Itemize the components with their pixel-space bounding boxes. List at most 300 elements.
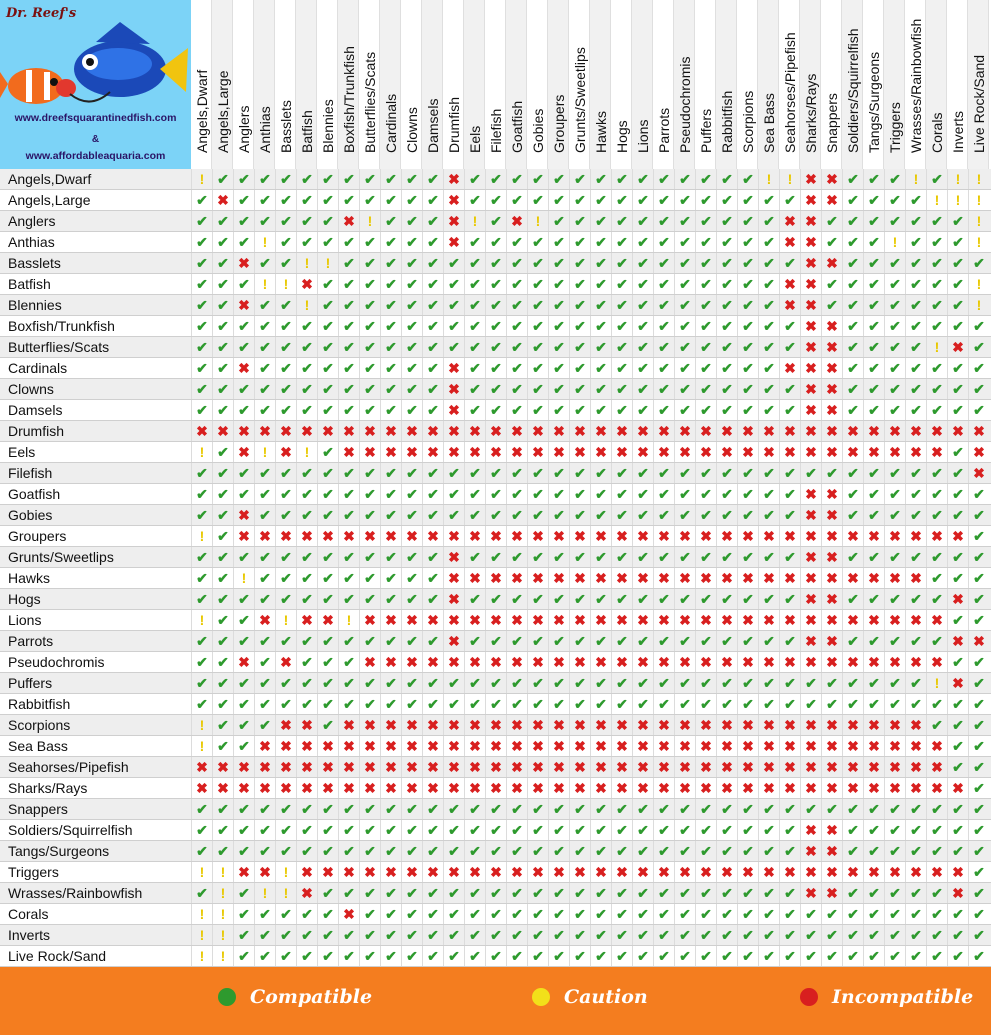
compatible-check-icon: ✔: [338, 232, 359, 252]
compatible-check-icon: ✔: [359, 337, 380, 357]
incompatible-x-icon: ✖: [380, 421, 401, 441]
compatible-check-icon: ✔: [359, 568, 380, 588]
compatible-check-icon: ✔: [926, 295, 947, 315]
compatible-check-icon: ✔: [422, 295, 443, 315]
compatible-check-icon: ✔: [758, 190, 779, 210]
compatible-check-icon: ✔: [464, 316, 485, 336]
compatible-check-icon: ✔: [380, 274, 401, 294]
compatible-check-icon: ✔: [212, 505, 233, 525]
incompatible-x-icon: ✖: [758, 421, 779, 441]
incompatible-x-icon: ✖: [296, 778, 317, 798]
compatible-check-icon: ✔: [842, 946, 863, 966]
compatible-check-icon: ✔: [884, 904, 905, 924]
incompatible-x-icon: ✖: [380, 736, 401, 756]
incompatible-x-icon: ✖: [821, 547, 842, 567]
compatible-check-icon: ✔: [611, 274, 632, 294]
compatible-check-icon: ✔: [590, 694, 611, 714]
incompatible-x-icon: ✖: [506, 757, 527, 777]
compatible-check-icon: ✔: [632, 925, 653, 945]
column-header-label: Grunts/Sweetlips: [572, 47, 588, 153]
compatible-check-icon: ✔: [863, 505, 884, 525]
incompatible-x-icon: ✖: [422, 421, 443, 441]
incompatible-x-icon: ✖: [779, 211, 800, 231]
incompatible-x-icon: ✖: [842, 715, 863, 735]
compatible-check-icon: ✔: [191, 505, 212, 525]
caution-exclamation-icon: !: [296, 295, 317, 315]
compatible-check-icon: ✔: [926, 358, 947, 378]
compatible-check-icon: ✔: [464, 169, 485, 189]
column-header: [695, 0, 716, 169]
compatible-check-icon: ✔: [842, 820, 863, 840]
compatible-check-icon: ✔: [422, 673, 443, 693]
compatible-check-icon: ✔: [779, 925, 800, 945]
compatible-check-icon: ✔: [212, 463, 233, 483]
compatible-check-icon: ✔: [443, 295, 464, 315]
compatible-check-icon: ✔: [548, 190, 569, 210]
compatible-check-icon: ✔: [968, 589, 989, 609]
compatible-check-icon: ✔: [233, 925, 254, 945]
compatible-check-icon: ✔: [905, 379, 926, 399]
compatible-check-icon: ✔: [275, 253, 296, 273]
incompatible-x-icon: ✖: [548, 610, 569, 630]
column-header-label: Basslets: [278, 100, 294, 153]
compatible-check-icon: ✔: [443, 799, 464, 819]
incompatible-x-icon: ✖: [926, 421, 947, 441]
compatible-check-icon: ✔: [254, 799, 275, 819]
compatible-check-icon: ✔: [968, 337, 989, 357]
column-header-label: Eels: [467, 125, 483, 153]
compatible-check-icon: ✔: [380, 169, 401, 189]
row-label: Grunts/Sweetlips: [8, 549, 114, 565]
compatible-check-icon: ✔: [926, 568, 947, 588]
compatible-check-icon: ✔: [317, 904, 338, 924]
compatible-check-icon: ✔: [485, 820, 506, 840]
incompatible-x-icon: ✖: [779, 232, 800, 252]
compatible-check-icon: ✔: [338, 799, 359, 819]
compatible-check-icon: ✔: [716, 946, 737, 966]
compatible-check-icon: ✔: [569, 190, 590, 210]
incompatible-x-icon: ✖: [590, 736, 611, 756]
compatible-check-icon: ✔: [863, 316, 884, 336]
compatible-check-icon: ✔: [590, 904, 611, 924]
compatible-check-icon: ✔: [317, 484, 338, 504]
compatible-check-icon: ✔: [611, 379, 632, 399]
incompatible-x-icon: ✖: [212, 421, 233, 441]
compatible-check-icon: ✔: [863, 694, 884, 714]
incompatible-x-icon: ✖: [233, 652, 254, 672]
compatible-check-icon: ✔: [968, 253, 989, 273]
compatible-check-icon: ✔: [296, 463, 317, 483]
compatible-check-icon: ✔: [212, 547, 233, 567]
incompatible-x-icon: ✖: [674, 442, 695, 462]
column-header: [821, 0, 842, 169]
column-header: [842, 0, 863, 169]
compatible-check-icon: ✔: [737, 400, 758, 420]
incompatible-x-icon: ✖: [695, 568, 716, 588]
compatible-check-icon: ✔: [527, 673, 548, 693]
compatible-check-icon: ✔: [359, 883, 380, 903]
compatible-check-icon: ✔: [611, 169, 632, 189]
compatible-check-icon: ✔: [401, 358, 422, 378]
compatible-check-icon: ✔: [968, 505, 989, 525]
compatible-check-icon: ✔: [359, 190, 380, 210]
compatible-check-icon: ✔: [212, 841, 233, 861]
incompatible-x-icon: ✖: [800, 778, 821, 798]
incompatible-x-icon: ✖: [653, 778, 674, 798]
compatible-check-icon: ✔: [443, 505, 464, 525]
incompatible-x-icon: ✖: [212, 190, 233, 210]
incompatible-x-icon: ✖: [212, 778, 233, 798]
incompatible-x-icon: ✖: [800, 337, 821, 357]
incompatible-x-icon: ✖: [926, 610, 947, 630]
compatible-check-icon: ✔: [275, 505, 296, 525]
compatible-check-icon: ✔: [611, 694, 632, 714]
compatible-check-icon: ✔: [254, 589, 275, 609]
incompatible-x-icon: ✖: [968, 421, 989, 441]
compatible-check-icon: ✔: [527, 253, 548, 273]
compatible-check-icon: ✔: [716, 337, 737, 357]
incompatible-x-icon: ✖: [800, 190, 821, 210]
incompatible-x-icon: ✖: [422, 610, 443, 630]
incompatible-x-icon: ✖: [800, 232, 821, 252]
incompatible-x-icon: ✖: [800, 652, 821, 672]
compatible-check-icon: ✔: [863, 274, 884, 294]
incompatible-x-icon: ✖: [611, 778, 632, 798]
compatible-check-icon: ✔: [737, 547, 758, 567]
compatible-check-icon: ✔: [212, 715, 233, 735]
compatible-check-icon: ✔: [674, 841, 695, 861]
compatible-check-icon: ✔: [674, 946, 695, 966]
incompatible-x-icon: ✖: [947, 337, 968, 357]
compatible-check-icon: ✔: [317, 463, 338, 483]
fish-logo-illustration: [0, 14, 191, 114]
table-row: [0, 190, 991, 211]
compatible-check-icon: ✔: [506, 316, 527, 336]
compatible-check-icon: ✔: [296, 820, 317, 840]
compatible-check-icon: ✔: [569, 295, 590, 315]
compatible-check-icon: ✔: [674, 358, 695, 378]
compatible-check-icon: ✔: [275, 673, 296, 693]
compatible-check-icon: ✔: [527, 358, 548, 378]
column-header-label: Seahorses/Pipefish: [782, 32, 798, 153]
incompatible-x-icon: ✖: [716, 442, 737, 462]
compatible-check-icon: ✔: [968, 568, 989, 588]
compatible-check-icon: ✔: [380, 799, 401, 819]
compatible-check-icon: ✔: [422, 400, 443, 420]
incompatible-x-icon: ✖: [821, 757, 842, 777]
incompatible-x-icon: ✖: [296, 883, 317, 903]
compatible-check-icon: ✔: [254, 694, 275, 714]
incompatible-x-icon: ✖: [674, 862, 695, 882]
incompatible-x-icon: ✖: [695, 757, 716, 777]
compatible-check-icon: ✔: [905, 925, 926, 945]
incompatible-x-icon: ✖: [821, 526, 842, 546]
incompatible-x-icon: ✖: [821, 316, 842, 336]
incompatible-x-icon: ✖: [821, 736, 842, 756]
compatible-check-icon: ✔: [506, 169, 527, 189]
incompatible-x-icon: ✖: [590, 610, 611, 630]
compatible-check-icon: ✔: [863, 253, 884, 273]
compatible-check-icon: ✔: [464, 484, 485, 504]
compatible-check-icon: ✔: [338, 274, 359, 294]
compatible-check-icon: ✔: [548, 337, 569, 357]
compatible-check-icon: ✔: [884, 274, 905, 294]
compatible-check-icon: ✔: [884, 631, 905, 651]
incompatible-x-icon: ✖: [674, 526, 695, 546]
incompatible-x-icon: ✖: [800, 421, 821, 441]
incompatible-x-icon: ✖: [632, 778, 653, 798]
compatible-check-icon: ✔: [548, 505, 569, 525]
compatible-check-icon: ✔: [254, 337, 275, 357]
compatible-check-icon: ✔: [653, 400, 674, 420]
compatible-check-icon: ✔: [527, 463, 548, 483]
compatible-check-icon: ✔: [884, 337, 905, 357]
incompatible-x-icon: ✖: [821, 715, 842, 735]
compatible-check-icon: ✔: [464, 820, 485, 840]
row-label: Clowns: [8, 381, 54, 397]
incompatible-x-icon: ✖: [464, 736, 485, 756]
caution-exclamation-icon: !: [947, 169, 968, 189]
compatible-check-icon: ✔: [485, 505, 506, 525]
incompatible-x-icon: ✖: [695, 715, 716, 735]
compatible-check-icon: ✔: [464, 379, 485, 399]
row-label: Anthias: [8, 234, 55, 250]
incompatible-x-icon: ✖: [695, 610, 716, 630]
compatible-check-icon: ✔: [422, 463, 443, 483]
compatible-check-icon: ✔: [233, 883, 254, 903]
row-label: Triggers: [8, 864, 59, 880]
compatible-check-icon: ✔: [884, 484, 905, 504]
caution-exclamation-icon: !: [275, 883, 296, 903]
compatible-check-icon: ✔: [506, 190, 527, 210]
compatible-check-icon: ✔: [296, 694, 317, 714]
compatible-check-icon: ✔: [716, 274, 737, 294]
incompatible-x-icon: ✖: [548, 736, 569, 756]
compatible-check-icon: ✔: [926, 379, 947, 399]
compatible-check-icon: ✔: [695, 631, 716, 651]
compatible-check-icon: ✔: [569, 400, 590, 420]
website-url-2[interactable]: www.affordableaquaria.com: [25, 150, 166, 162]
column-header-label: Angels,Large: [215, 70, 231, 153]
compatible-check-icon: ✔: [632, 337, 653, 357]
compatible-check-icon: ✔: [947, 295, 968, 315]
incompatible-x-icon: ✖: [821, 190, 842, 210]
compatible-check-icon: ✔: [863, 673, 884, 693]
compatible-check-icon: ✔: [842, 883, 863, 903]
compatible-check-icon: ✔: [317, 295, 338, 315]
compatible-check-icon: ✔: [317, 211, 338, 231]
incompatible-x-icon: ✖: [947, 673, 968, 693]
compatible-check-icon: ✔: [233, 631, 254, 651]
compatible-check-icon: ✔: [926, 715, 947, 735]
incompatible-x-icon: ✖: [800, 547, 821, 567]
row-label: Inverts: [8, 927, 51, 943]
compatible-check-icon: ✔: [842, 841, 863, 861]
compatible-check-icon: ✔: [905, 505, 926, 525]
compatible-check-icon: ✔: [422, 925, 443, 945]
incompatible-x-icon: ✖: [737, 862, 758, 882]
column-header: [485, 0, 506, 169]
incompatible-x-icon: ✖: [212, 757, 233, 777]
table-row: [0, 568, 991, 589]
compatible-check-icon: ✔: [863, 925, 884, 945]
compatible-check-icon: ✔: [548, 274, 569, 294]
column-header-label: Angels,Dwarf: [194, 69, 210, 153]
incompatible-x-icon: ✖: [611, 421, 632, 441]
caution-exclamation-icon: !: [464, 211, 485, 231]
compatible-check-icon: ✔: [401, 631, 422, 651]
compatible-check-icon: ✔: [821, 925, 842, 945]
compatible-check-icon: ✔: [296, 232, 317, 252]
compatible-check-icon: ✔: [464, 274, 485, 294]
incompatible-x-icon: ✖: [821, 862, 842, 882]
compatible-check-icon: ✔: [947, 904, 968, 924]
caution-exclamation-icon: !: [758, 169, 779, 189]
compatible-check-icon: ✔: [548, 925, 569, 945]
compatible-check-icon: ✔: [842, 316, 863, 336]
compatible-check-icon: ✔: [674, 799, 695, 819]
incompatible-x-icon: ✖: [191, 421, 212, 441]
compatible-check-icon: ✔: [926, 925, 947, 945]
compatible-check-icon: ✔: [842, 253, 863, 273]
compatible-check-icon: ✔: [485, 589, 506, 609]
compatible-check-icon: ✔: [611, 190, 632, 210]
row-label: Damsels: [8, 402, 63, 418]
row-label: Angels,Large: [8, 192, 91, 208]
compatible-check-icon: ✔: [443, 316, 464, 336]
caution-exclamation-icon: !: [968, 232, 989, 252]
compatible-check-icon: ✔: [485, 883, 506, 903]
compatible-check-icon: ✔: [317, 946, 338, 966]
compatible-check-icon: ✔: [821, 799, 842, 819]
compatible-check-icon: ✔: [590, 274, 611, 294]
incompatible-x-icon: ✖: [905, 421, 926, 441]
website-url-1[interactable]: www.dreefsquarantinedfish.com: [14, 112, 177, 124]
compatible-check-icon: ✔: [779, 484, 800, 504]
incompatible-x-icon: ✖: [674, 778, 695, 798]
compatible-check-icon: ✔: [653, 946, 674, 966]
compatible-check-icon: ✔: [653, 547, 674, 567]
compatible-check-icon: ✔: [695, 169, 716, 189]
column-header: [863, 0, 884, 169]
incompatible-x-icon: ✖: [380, 862, 401, 882]
compatible-check-icon: ✔: [968, 316, 989, 336]
row-label: Snappers: [8, 801, 68, 817]
compatible-check-icon: ✔: [611, 232, 632, 252]
incompatible-x-icon: ✖: [737, 421, 758, 441]
compatible-check-icon: ✔: [317, 652, 338, 672]
incompatible-x-icon: ✖: [737, 652, 758, 672]
incompatible-x-icon: ✖: [254, 526, 275, 546]
incompatible-x-icon: ✖: [884, 862, 905, 882]
incompatible-x-icon: ✖: [779, 736, 800, 756]
compatible-check-icon: ✔: [338, 820, 359, 840]
compatible-check-icon: ✔: [506, 589, 527, 609]
compatible-check-icon: ✔: [443, 463, 464, 483]
compatible-check-icon: ✔: [695, 841, 716, 861]
compatible-check-icon: ✔: [548, 820, 569, 840]
incompatible-x-icon: ✖: [695, 652, 716, 672]
compatible-check-icon: ✔: [401, 547, 422, 567]
compatible-check-icon: ✔: [695, 820, 716, 840]
compatible-check-icon: ✔: [884, 211, 905, 231]
incompatible-x-icon: ✖: [758, 568, 779, 588]
compatible-check-icon: ✔: [527, 484, 548, 504]
compatible-check-icon: ✔: [716, 253, 737, 273]
compatible-check-icon: ✔: [569, 232, 590, 252]
column-header-label: Goatfish: [509, 100, 525, 153]
compatible-check-icon: ✔: [758, 484, 779, 504]
compatible-check-icon: ✔: [632, 253, 653, 273]
incompatible-x-icon: ✖: [716, 421, 737, 441]
incompatible-x-icon: ✖: [884, 526, 905, 546]
compatible-check-icon: ✔: [968, 673, 989, 693]
compatible-check-icon: ✔: [800, 799, 821, 819]
incompatible-x-icon: ✖: [821, 631, 842, 651]
compatible-check-icon: ✔: [863, 295, 884, 315]
compatible-check-icon: ✔: [716, 799, 737, 819]
compatible-check-icon: ✔: [716, 925, 737, 945]
compatible-check-icon: ✔: [716, 694, 737, 714]
compatible-check-icon: ✔: [821, 463, 842, 483]
compatible-check-icon: ✔: [380, 841, 401, 861]
incompatible-x-icon: ✖: [233, 421, 254, 441]
compatible-check-icon: ✔: [611, 484, 632, 504]
compatible-check-icon: ✔: [758, 946, 779, 966]
compatible-check-icon: ✔: [968, 694, 989, 714]
caution-exclamation-icon: !: [191, 442, 212, 462]
compatible-check-icon: ✔: [485, 799, 506, 819]
compatible-check-icon: ✔: [758, 904, 779, 924]
incompatible-x-icon: ✖: [296, 862, 317, 882]
compatible-check-icon: ✔: [317, 925, 338, 945]
compatible-check-icon: ✔: [422, 694, 443, 714]
incompatible-x-icon: ✖: [569, 421, 590, 441]
incompatible-x-icon: ✖: [443, 652, 464, 672]
compatible-check-icon: ✔: [674, 400, 695, 420]
compatible-check-icon: ✔: [884, 673, 905, 693]
column-header-label: Soldiers/Squirrelfish: [845, 28, 861, 153]
caution-exclamation-icon: !: [968, 169, 989, 189]
compatible-check-icon: ✔: [233, 232, 254, 252]
compatible-check-icon: ✔: [695, 589, 716, 609]
column-header-label: Boxfish/Trunkfish: [341, 46, 357, 153]
table-row: [0, 379, 991, 400]
compatible-check-icon: ✔: [401, 400, 422, 420]
compatible-check-icon: ✔: [737, 589, 758, 609]
compatible-check-icon: ✔: [905, 232, 926, 252]
legend: [0, 967, 991, 1035]
compatible-check-icon: ✔: [422, 337, 443, 357]
compatible-check-icon: ✔: [674, 274, 695, 294]
compatible-check-icon: ✔: [401, 316, 422, 336]
compatible-check-icon: ✔: [611, 211, 632, 231]
row-label: Scorpions: [8, 717, 71, 733]
caution-exclamation-icon: !: [191, 904, 212, 924]
incompatible-x-icon: ✖: [506, 715, 527, 735]
incompatible-x-icon: ✖: [443, 442, 464, 462]
incompatible-x-icon: ✖: [443, 190, 464, 210]
compatible-check-icon: ✔: [317, 631, 338, 651]
compatible-check-icon: ✔: [254, 841, 275, 861]
compatible-check-icon: ✔: [632, 316, 653, 336]
compatible-check-icon: ✔: [548, 673, 569, 693]
incompatible-x-icon: ✖: [443, 400, 464, 420]
compatible-check-icon: ✔: [863, 946, 884, 966]
compatible-check-icon: ✔: [947, 400, 968, 420]
compatible-check-icon: ✔: [779, 946, 800, 966]
incompatible-x-icon: ✖: [905, 652, 926, 672]
